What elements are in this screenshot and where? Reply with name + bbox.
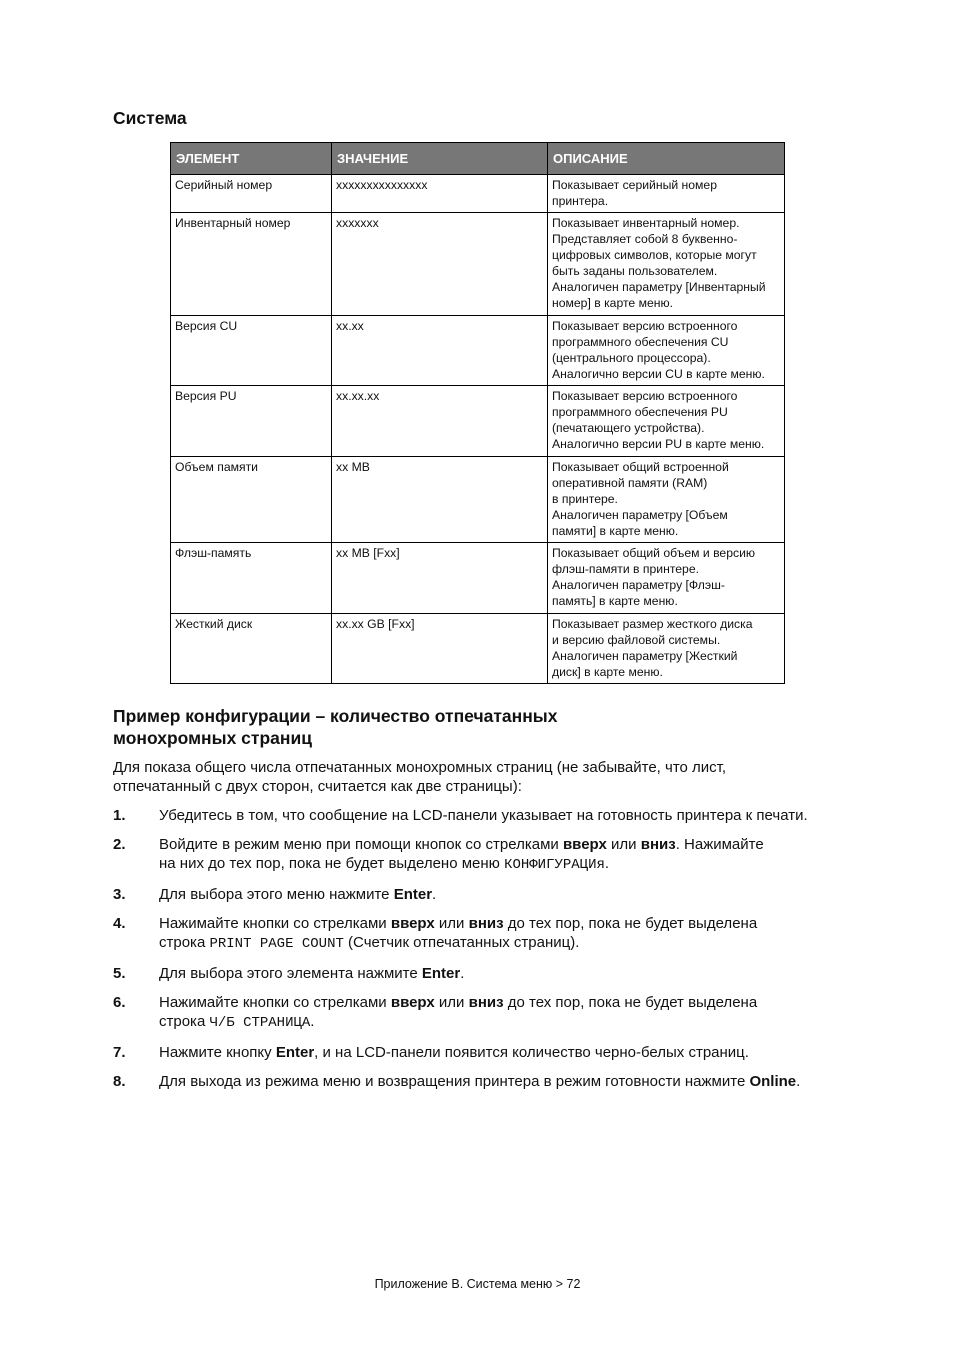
cell-item: Инвентарный номер bbox=[171, 213, 332, 316]
table-row bbox=[171, 614, 785, 684]
step-keyword: вверх bbox=[390, 994, 435, 1011]
step-keyword: вниз bbox=[468, 915, 504, 932]
steps-list bbox=[113, 806, 853, 1101]
cell-item: Флэш-память bbox=[171, 543, 332, 614]
step-text-part: или bbox=[434, 915, 469, 932]
table-row bbox=[171, 316, 785, 386]
step-number: 4. bbox=[113, 915, 126, 932]
step-text-part: . bbox=[432, 886, 437, 903]
cell-description: Показывает серийный номер принтера. bbox=[548, 175, 785, 213]
step-text-part: . bbox=[796, 1073, 801, 1090]
table-row bbox=[171, 543, 785, 614]
list-item bbox=[113, 1072, 853, 1091]
cell-value: xx.xx GB [Fxx] bbox=[332, 614, 548, 684]
step-text-part: (Счетчик отпечатанных страниц). bbox=[343, 934, 580, 951]
column-header-value: ЗНАЧЕНИЕ bbox=[332, 143, 548, 175]
section-heading bbox=[113, 705, 713, 749]
step-text bbox=[159, 1072, 853, 1091]
step-keyword: вверх bbox=[562, 836, 607, 853]
step-text-part: на них до тех пор, пока не будет выделено меню bbox=[159, 855, 505, 872]
system-settings-table bbox=[170, 142, 785, 684]
cell-value: xx.xx.xx bbox=[332, 386, 548, 457]
cell-value: xx MB bbox=[332, 457, 548, 543]
cell-item: Серийный номер bbox=[171, 175, 332, 213]
list-item bbox=[113, 914, 853, 954]
step-keyword: вверх bbox=[390, 915, 435, 932]
cell-description: Показывает версию встроенного программного обеспечения CU (центрального процессора). Аналогично версии CU в карте меню. bbox=[548, 316, 785, 386]
step-text-part: . bbox=[460, 965, 465, 982]
cell-item: Жесткий диск bbox=[171, 614, 332, 684]
step-keyword: Enter bbox=[275, 1044, 315, 1061]
step-keyword: Online bbox=[749, 1073, 797, 1090]
table-row bbox=[171, 213, 785, 316]
step-text bbox=[159, 1043, 853, 1062]
table-header-row bbox=[171, 143, 785, 175]
menu-name: PRINT PAGE COUNT bbox=[209, 936, 344, 952]
menu-name: Ч/Б СТРАНИЦА bbox=[209, 1015, 311, 1031]
step-text-part: Войдите в режим меню при помощи кнопок со стрелками bbox=[159, 836, 563, 853]
cell-description: Показывает версию встроенного программного обеспечения PU (печатающего устройства). Аналогично версии PU в карте меню. bbox=[548, 386, 785, 457]
step-text-part: до тех пор, пока не будет выделена bbox=[503, 994, 758, 1011]
page-title: Система bbox=[113, 108, 187, 128]
step-text bbox=[159, 885, 853, 904]
step-keyword: вниз bbox=[640, 836, 676, 853]
section-heading-line-1: Пример конфигурации – количество отпечатанных bbox=[113, 706, 558, 726]
step-number: 7. bbox=[113, 1044, 126, 1061]
list-item bbox=[113, 885, 853, 904]
table-row bbox=[171, 457, 785, 543]
step-text-part: строка bbox=[159, 934, 210, 951]
cell-item: Объем памяти bbox=[171, 457, 332, 543]
cell-item: Версия PU bbox=[171, 386, 332, 457]
cell-description: Показывает инвентарный номер. Представляет собой 8 буквенно- цифровых символов, которые могут быть заданы пользователем. Аналогичен параметру [Инвентарный номер] в карте меню. bbox=[548, 213, 785, 316]
step-text-part: Для выхода из режима меню и возвращения принтера в режим готовности нажмите bbox=[159, 1073, 750, 1090]
step-text-part: . bbox=[310, 1013, 315, 1030]
list-item bbox=[113, 1043, 853, 1062]
step-keyword: Enter bbox=[393, 886, 433, 903]
table-row bbox=[171, 386, 785, 457]
page-footer: Приложение В. Система меню > 72 bbox=[374, 1277, 581, 1291]
section-heading-line-2: монохромных страниц bbox=[113, 728, 312, 748]
cell-value: xxxxxxx bbox=[332, 213, 548, 316]
step-keyword: вниз bbox=[468, 994, 504, 1011]
list-item bbox=[113, 835, 853, 875]
step-number: 6. bbox=[113, 994, 126, 1011]
step-number: 5. bbox=[113, 965, 126, 982]
step-number: 2. bbox=[113, 836, 126, 853]
step-text-part: . Нажимайте bbox=[675, 836, 764, 853]
step-text bbox=[159, 835, 853, 875]
menu-name: КОНФИГУРАЦИя bbox=[504, 857, 605, 873]
list-item bbox=[113, 993, 853, 1033]
intro-line-2: отпечатанный с двух сторон, считается как две страницы): bbox=[113, 778, 522, 795]
cell-value: xx.xx bbox=[332, 316, 548, 386]
step-text: Убедитесь в том, что сообщение на LCD-панели указывает на готовность принтера к печати. bbox=[159, 807, 808, 824]
step-text bbox=[159, 914, 853, 954]
step-number: 3. bbox=[113, 886, 126, 903]
step-text-part: . bbox=[604, 855, 610, 872]
cell-description: Показывает общий объем и версию флэш-памяти в принтере. Аналогичен параметру [Флэш- память] в карте меню. bbox=[548, 543, 785, 614]
table-row bbox=[171, 175, 785, 213]
cell-item: Версия CU bbox=[171, 316, 332, 386]
intro-paragraph bbox=[113, 758, 833, 796]
step-text-part: строка bbox=[159, 1013, 210, 1030]
cell-description: Показывает размер жесткого диска и версию файловой системы. Аналогичен параметру [Жесткий диск] в карте меню. bbox=[548, 614, 785, 684]
column-header-item: ЭЛЕМЕНТ bbox=[171, 143, 332, 175]
step-text-part: Нажимайте кнопки со стрелками bbox=[159, 915, 391, 932]
step-text bbox=[159, 964, 853, 983]
cell-value: xx MB [Fxx] bbox=[332, 543, 548, 614]
step-text-part: или bbox=[606, 836, 641, 853]
list-item bbox=[113, 806, 853, 825]
step-number: 8. bbox=[113, 1073, 126, 1090]
step-number: 1. bbox=[113, 807, 126, 824]
list-item bbox=[113, 964, 853, 983]
column-header-description: ОПИСАНИЕ bbox=[548, 143, 785, 175]
cell-value: xxxxxxxxxxxxxxx bbox=[332, 175, 548, 213]
step-text-part: , и на LCD-панели появится количество черно-белых страниц. bbox=[314, 1044, 749, 1061]
intro-line-1: Для показа общего числа отпечатанных монохромных страниц (не забывайте, что лист, bbox=[113, 759, 727, 776]
step-text-part: Для выбора этого меню нажмите bbox=[159, 886, 394, 903]
step-keyword: Enter bbox=[421, 965, 461, 982]
step-text bbox=[159, 993, 853, 1033]
step-text-part: или bbox=[434, 994, 469, 1011]
step-text-part: до тех пор, пока не будет выделена bbox=[503, 915, 758, 932]
step-text-part: Нажимайте кнопки со стрелками bbox=[159, 994, 391, 1011]
step-text-part: Нажмите кнопку bbox=[159, 1044, 276, 1061]
step-text-part: Для выбора этого элемента нажмите bbox=[159, 965, 422, 982]
cell-description: Показывает общий встроенной оперативной памяти (RAM) в принтере. Аналогичен параметру [Объем памяти] в карте меню. bbox=[548, 457, 785, 543]
